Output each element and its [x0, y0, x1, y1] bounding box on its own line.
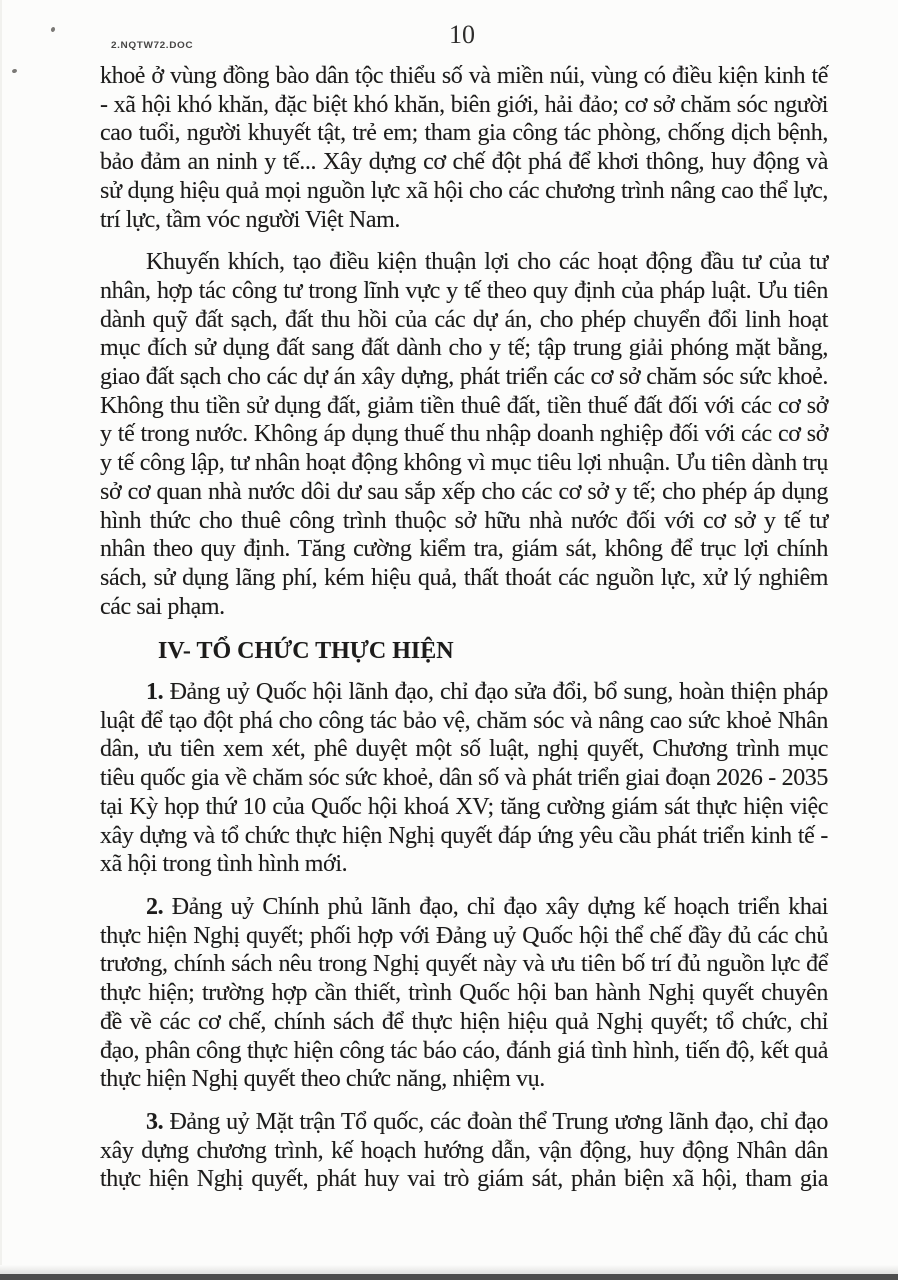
- page-number: 10: [449, 20, 475, 49]
- paragraph: khoẻ ở vùng đồng bào dân tộc thiểu số và miền núi, vùng có điều kiện kinh tế - xã hội khó khăn, đặc biệt khó khăn, biên giới, hải đảo; cơ sở chăm sóc người cao tuổi, người khuyết tật, trẻ em; tham gia công tác phòng, chống dịch bệnh, bảo đảm an ninh y tế... Xây dựng cơ chế đột phá để khơi thông, huy động và sử dụng hiệu quả mọi nguồn lực xã hội cho các chương trình nâng cao thể lực, trí lực, tầm vóc người Việt Nam.: [100, 63, 828, 233]
- paragraph: 2. Đảng uỷ Chính phủ lãnh đạo, chỉ đạo xây dựng kế hoạch triển khai thực hiện Nghị quyết; phối hợp với Đảng uỷ Quốc hội thể chế đầy đủ các chủ trương, chính sách nêu trong Nghị quyết này và ưu tiên bố trí đủ nguồn lực để thực hiện; trường hợp cần thiết, trình Quốc hội ban hành Nghị quyết chuyên đề về các cơ chế, chính sách để thực hiện hiệu quả Nghị quyết; tổ chức, chỉ đạo, phân công thực hiện công tác báo cáo, đánh giá tình hình, tiến độ, kết quả thực hiện Nghị quyết theo chức năng, nhiệm vụ.: [100, 893, 828, 1093]
- scan-edge-bar: [0, 1274, 898, 1280]
- section-heading: IV- TỔ CHỨC THỰC HIỆN: [158, 638, 454, 665]
- paragraph: 3. Đảng uỷ Mặt trận Tổ quốc, các đoàn thể Trung ương lãnh đạo, chỉ đạo xây dựng chương trình, kế hoạch hướng dẫn, vận động, huy động Nhân dân thực hiện Nghị quyết, phát huy vai trò giám sát, phản biện xã hội, tham gia: [100, 1108, 828, 1193]
- scan-artifact-speck: [12, 68, 18, 73]
- paragraph-number: 2.: [146, 893, 172, 920]
- paragraph-number: 3.: [146, 1108, 170, 1135]
- document-filename-label: 2.NQTW72.DOC: [111, 40, 194, 51]
- paragraph: 1. Đảng uỷ Quốc hội lãnh đạo, chỉ đạo sửa đổi, bổ sung, hoàn thiện pháp luật để tạo đột phá cho công tác bảo vệ, chăm sóc và nâng cao sức khoẻ Nhân dân, ưu tiên xem xét, phê duyệt một số luật, nghị quyết, Chương trình mục tiêu quốc gia về chăm sóc sức khoẻ, dân số và phát triển giai đoạn 2026 - 2035 tại Kỳ họp thứ 10 của Quốc hội khoá XV; tăng cường giám sát thực hiện việc xây dựng và tổ chức thực hiện Nghị quyết đáp ứng yêu cầu phát triển kinh tế - xã hội trong tình hình mới.: [100, 679, 828, 878]
- scan-edge-shadow: [0, 1265, 898, 1274]
- paragraph: Khuyến khích, tạo điều kiện thuận lợi cho các hoạt động đầu tư của tư nhân, hợp tác công tư trong lĩnh vực y tế theo quy định của pháp luật. Ưu tiên dành quỹ đất sạch, đất thu hồi của các dự án, cho phép chuyển đổi linh hoạt mục đích sử dụng đất sang đất dành cho y tế; tập trung giải phóng mặt bằng, giao đất sạch cho các dự án xây dựng, phát triển các cơ sở chăm sóc sức khoẻ. Không thu tiền sử dụng đất, giảm tiền thuê đất, tiền thuế đất đối với các cơ sở y tế trong nước. Không áp dụng thuế thu nhập doanh nghiệp đối với các cơ sở y tế công lập, tư nhân hoạt động không vì mục tiêu lợi nhuận. Ưu tiên dành trụ sở cơ quan nhà nước dôi dư sau sắp xếp cho các cơ sở y tế; cho phép áp dụng hình thức cho thuê công trình thuộc sở hữu nhà nước đối với cơ sở y tế tư nhân theo quy định. Tăng cường kiểm tra, giám sát, không để trục lợi chính sách, sử dụng lãng phí, kém hiệu quả, thất thoát các nguồn lực, xử lý nghiêm các sai phạm.: [100, 249, 828, 620]
- scan-artifact-speck: [50, 26, 55, 32]
- paragraph-number: 1.: [146, 679, 170, 706]
- document-body-text: [100, 62, 828, 1194]
